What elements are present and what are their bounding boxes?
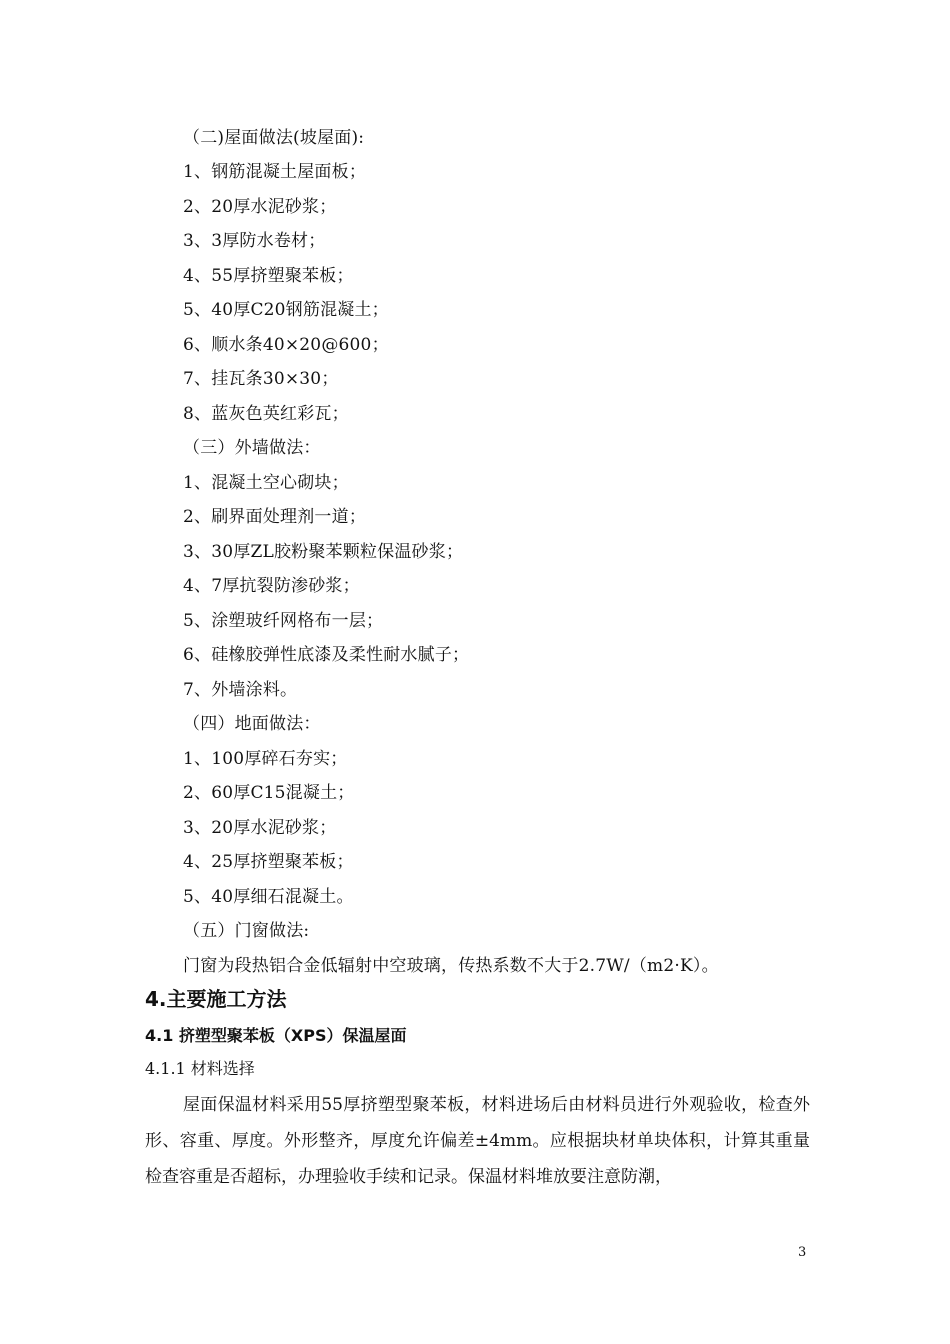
roof-heading: （二)屋面做法(坡屋面): <box>183 128 365 148</box>
wall-item-1: 1、混凝土空心砌块； <box>183 473 349 493</box>
roof-item-6: 6、顺水条40×20@600； <box>183 335 389 355</box>
floor-item-5: 5、40厚细石混凝土。 <box>183 887 354 907</box>
roof-item-5: 5、40厚C20钢筋混凝土； <box>183 300 389 320</box>
page-number: 3 <box>798 1245 807 1260</box>
floor-item-4: 4、25厚挤塑聚苯板； <box>183 852 354 872</box>
heading-4-1-1: 4.1.1 材料选择 <box>145 1059 255 1078</box>
window-heading: （五）门窗做法: <box>183 921 310 941</box>
heading-4-1: 4.1 挤塑型聚苯板（XPS）保温屋面 <box>145 1026 407 1045</box>
roof-item-1: 1、钢筋混凝土屋面板； <box>183 162 367 182</box>
roof-item-4: 4、55厚挤塑聚苯板； <box>183 266 354 286</box>
floor-heading: （四）地面做法： <box>183 714 321 734</box>
wall-item-5: 5、涂塑玻纤网格布一层； <box>183 611 384 631</box>
roof-item-8: 8、蓝灰色英红彩瓦； <box>183 404 349 424</box>
wall-item-6: 6、硅橡胶弹性底漆及柔性耐水腻子； <box>183 645 470 665</box>
body-paragraph: 屋面保温材料采用55厚挤塑型聚苯板，材料进场后由材料员进行外观验收，检查外形、容重、厚度。外形整齐，厚度允许偏差±4mm。应根据块材单块体积，计算其重量检查容重是否超标，办理验收手续和记录。保温材料堆放要注意防潮， <box>145 1095 810 1187</box>
floor-item-1: 1、100厚碎石夯实； <box>183 749 348 769</box>
heading-4: 4.主要施工方法 <box>145 987 287 1011</box>
floor-item-3: 3、20厚水泥砂浆； <box>183 818 337 838</box>
roof-item-7: 7、挂瓦条30×30； <box>183 369 339 389</box>
roof-item-3: 3、3厚防水卷材； <box>183 231 326 251</box>
floor-item-2: 2、60厚C15混凝土； <box>183 783 355 803</box>
wall-item-4: 4、7厚抗裂防渗砂浆； <box>183 576 360 596</box>
wall-item-2: 2、刷界面处理剂一道； <box>183 507 367 527</box>
window-text: 门窗为段热铝合金低辐射中空玻璃，传热系数不大于2.7W/（m2·K）。 <box>183 956 719 976</box>
wall-item-3: 3、30厚ZL胶粉聚苯颗粒保温砂浆； <box>183 542 464 562</box>
wall-item-7: 7、外墙涂料。 <box>183 680 298 700</box>
wall-heading: （三）外墙做法： <box>183 438 321 458</box>
roof-item-2: 2、20厚水泥砂浆； <box>183 197 337 217</box>
